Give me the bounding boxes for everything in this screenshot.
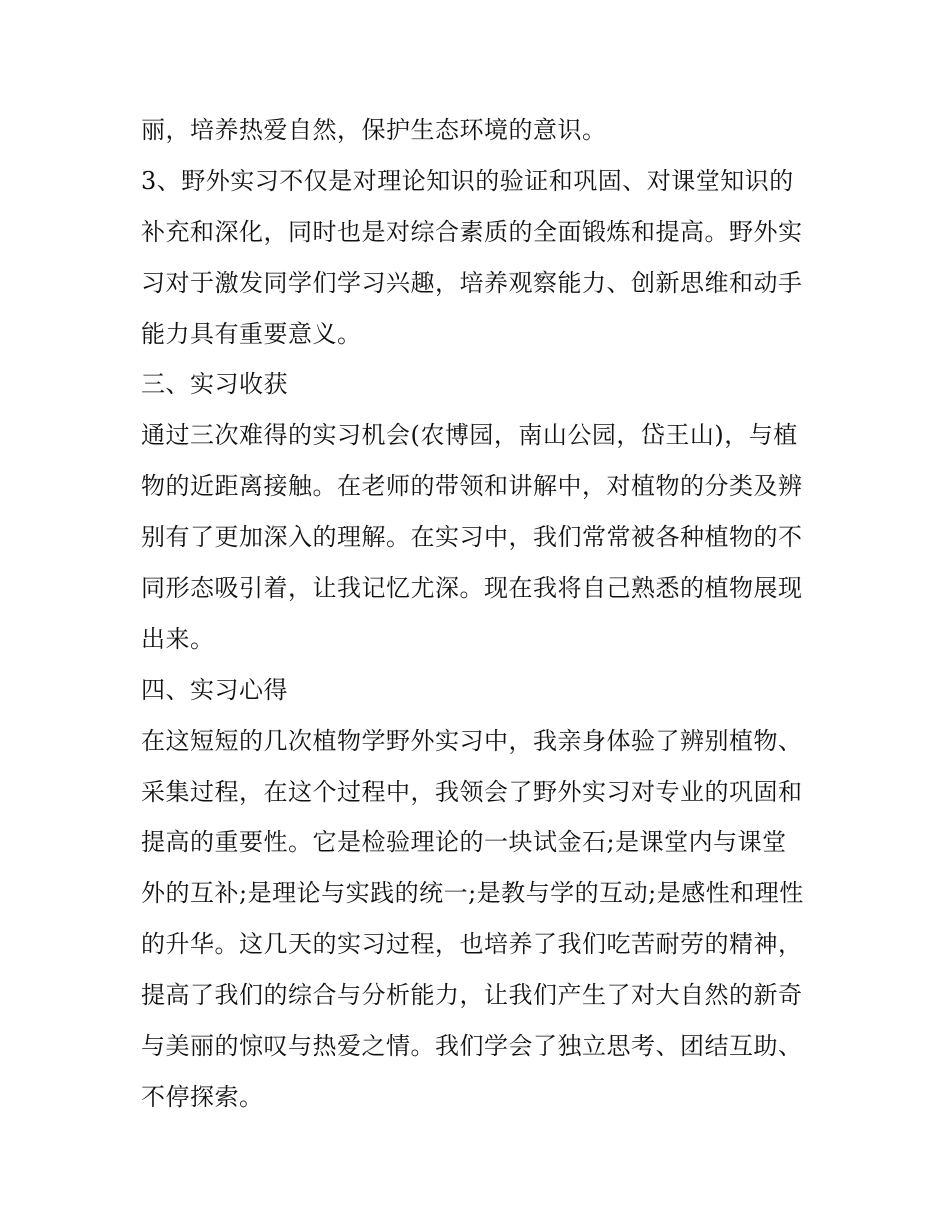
section-heading: 三、实习收获: [141, 370, 288, 399]
text-line: 补充和深化，同时也是对综合素质的全面锻炼和提高。野外实: [141, 217, 803, 246]
text-line: 别有了更加深入的理解。在实习中，我们常常被各种植物的不: [141, 523, 803, 552]
text-line: 外的互补;是理论与实践的统一;是教与学的互动;是感性和理性: [141, 879, 804, 908]
text-line: 习对于激发同学们学习兴趣，培养观察能力、创新思维和动手: [141, 268, 803, 297]
body-text: [141, 108, 821, 1126]
text-line: 出来。: [141, 624, 215, 653]
text-line: 同形态吸引着，让我记忆尤深。现在我将自己熟悉的植物展现: [141, 574, 803, 603]
text-line: 通过三次难得的实习机会(农博园，南山公园，岱王山)，与植: [141, 421, 798, 450]
section-heading: 四、实习心得: [141, 675, 288, 704]
text-line: 的升华。这几天的实习过程，也培养了我们吃苦耐劳的精神，: [141, 930, 803, 959]
text-line: 提高的重要性。它是检验理论的一块试金石;是课堂内与课堂: [141, 828, 787, 857]
text-line: 不停探索。: [141, 1082, 264, 1111]
text-line: 能力具有重要意义。: [141, 319, 362, 348]
text-line: 丽，培养热爱自然，保护生态环境的意识。: [141, 116, 607, 144]
text-line: 物的近距离接触。在老师的带领和讲解中，对植物的分类及辨: [141, 472, 803, 501]
text-line: 与美丽的惊叹与热爱之情。我们学会了独立思考、团结互助、: [141, 1032, 803, 1061]
text-line: 3、野外实习不仅是对理论知识的验证和巩固、对课堂知识的: [141, 166, 794, 195]
text-line: 在这短短的几次植物学野外实习中，我亲身体验了辨别植物、: [141, 726, 803, 755]
text-line: 提高了我们的综合与分析能力，让我们产生了对大自然的新奇: [141, 981, 803, 1010]
text-line: 采集过程，在这个过程中，我领会了野外实习对专业的巩固和: [141, 777, 803, 806]
